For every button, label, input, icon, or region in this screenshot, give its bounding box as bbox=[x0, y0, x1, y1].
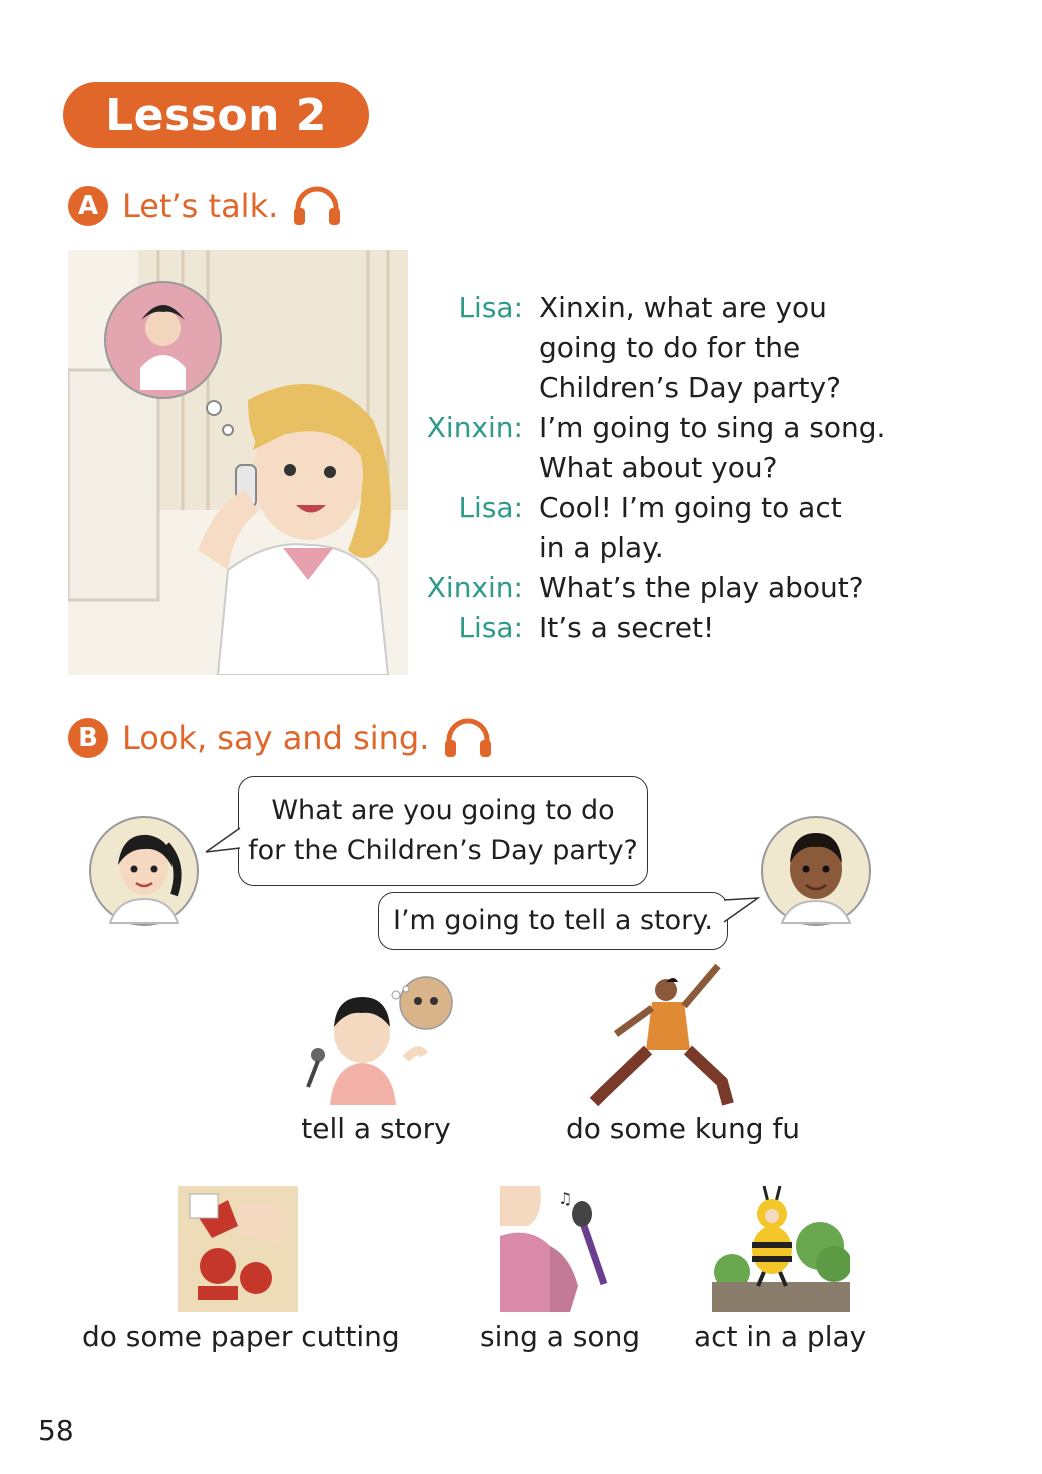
activity-caption: act in a play bbox=[694, 1320, 867, 1353]
sing-a-song-image bbox=[500, 1186, 622, 1312]
section-a-title: Let’s talk. bbox=[122, 187, 279, 225]
speaker-name: Lisa: bbox=[458, 491, 523, 524]
lesson-title-banner bbox=[63, 82, 369, 148]
section-a-header bbox=[68, 186, 342, 226]
speaker-name: Lisa: bbox=[458, 291, 523, 324]
bubble-tail bbox=[722, 896, 762, 926]
page-number: 58 bbox=[38, 1414, 74, 1447]
section-b-title: Look, say and sing. bbox=[122, 719, 430, 757]
avatar-girl bbox=[88, 815, 200, 927]
dialogue-text: What’s the play about? bbox=[539, 571, 864, 604]
headphones-icon[interactable] bbox=[292, 186, 342, 226]
dialogue-line bbox=[405, 488, 1025, 568]
dialogue-text: It’s a secret! bbox=[539, 611, 715, 644]
activity-caption: sing a song bbox=[480, 1320, 641, 1353]
headphones-icon[interactable] bbox=[443, 718, 493, 758]
speaker-name: Xinxin: bbox=[426, 571, 523, 604]
speaker-name: Xinxin: bbox=[426, 411, 523, 444]
dialogue-line bbox=[405, 288, 1025, 408]
dialogue-line bbox=[405, 408, 1025, 488]
question-speech-bubble: What are you going to do for the Children’s Day party? bbox=[238, 776, 648, 886]
avatar-boy bbox=[760, 815, 872, 927]
do-some-kung-fu-image bbox=[586, 952, 736, 1112]
do-some-paper-cutting-image bbox=[178, 1186, 298, 1312]
activity-caption: do some paper cutting bbox=[82, 1320, 400, 1353]
section-a-letter: A bbox=[68, 186, 108, 226]
svg-text:♫: ♫ bbox=[558, 1189, 573, 1208]
dialogue-line bbox=[405, 568, 1025, 608]
act-in-a-play-image bbox=[712, 1176, 850, 1312]
activity-caption: tell a story bbox=[301, 1112, 451, 1145]
answer-speech-bubble: I’m going to tell a story. bbox=[378, 892, 728, 950]
dialogue-text: Xinxin, what are you going to do for the Children’s Day party? bbox=[539, 291, 841, 404]
section-b-header bbox=[68, 718, 493, 758]
lesson-title: Lesson 2 bbox=[105, 89, 327, 141]
lisa-on-phone-illustration bbox=[68, 250, 408, 675]
bubble-tail bbox=[204, 826, 244, 858]
dialogue-text: I’m going to sing a song. What about you? bbox=[539, 411, 886, 484]
speaker-name: Lisa: bbox=[458, 611, 523, 644]
dialogue-text: Cool! I’m going to act in a play. bbox=[539, 491, 842, 564]
activity-caption: do some kung fu bbox=[566, 1112, 801, 1145]
section-b-letter: B bbox=[68, 718, 108, 758]
dialogue-line bbox=[405, 608, 1025, 648]
dialogue bbox=[405, 288, 1025, 648]
tell-a-story-image bbox=[296, 975, 471, 1105]
